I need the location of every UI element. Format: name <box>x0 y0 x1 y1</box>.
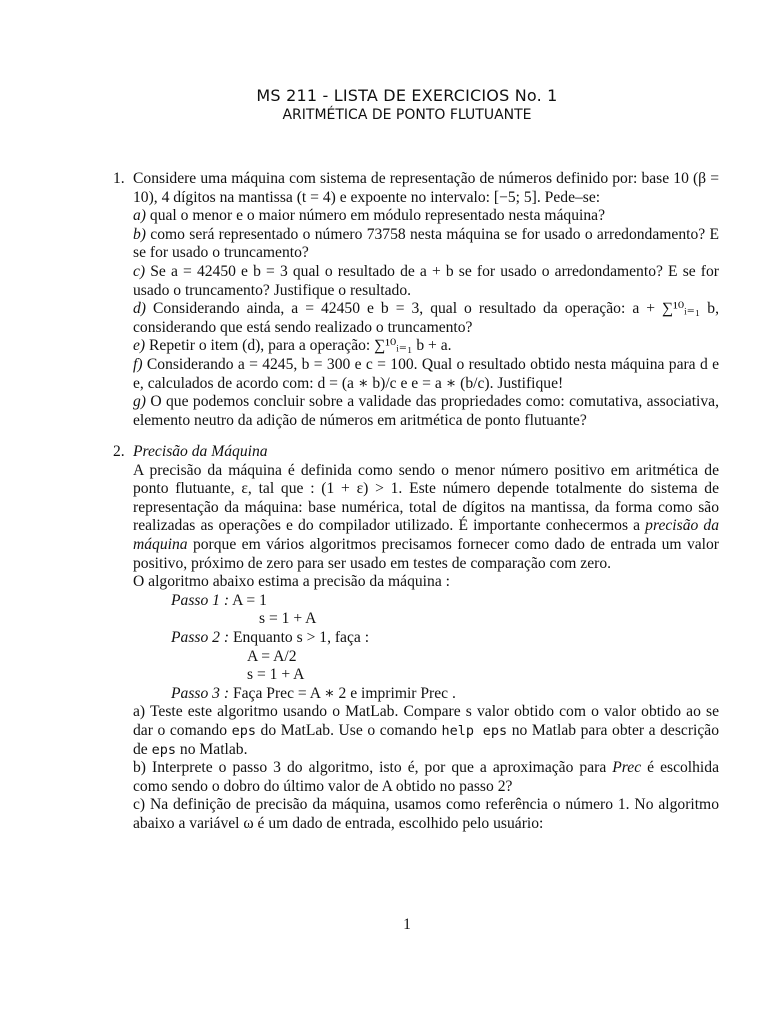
item-b <box>133 759 719 796</box>
item-text: b) Interprete o passo 3 do algoritmo, isto é, por que a aproximação para <box>133 759 613 777</box>
step-label: Passo 2 : <box>171 628 230 646</box>
algorithm-line: A = A/2 <box>247 647 297 665</box>
item-text: O que podemos concluir sobre a validade das propriedades como: comutativa, associativa, elemento neutro da adição de números em aritmética de ponto flutuante? <box>133 393 719 429</box>
item-text: no Matlab. <box>176 740 248 758</box>
step-text: Enquanto s > 1, faça : <box>229 628 370 646</box>
paragraph: O algoritmo abaixo estima a precisão da máquina : <box>133 573 450 591</box>
paragraph <box>133 462 719 574</box>
item-text: é escolhida como sendo o dobro do último valor de A obtido no passo 2? <box>133 759 719 795</box>
algorithm-line: s = 1 + A <box>259 610 317 628</box>
item-text: como será representado o número 73758 nesta máquina se for usado o arredondamento? E se for usado o truncamento? <box>133 225 719 262</box>
item-text: a) Teste este algoritmo usando o MatLab. Compare s valor obtido com o valor obtido ao se dar o comando <box>133 703 719 739</box>
algorithm-step-2 <box>171 629 719 648</box>
algorithm-step-3 <box>171 685 719 704</box>
item-c: c) Na definição de precisão da máquina, usamos como referência o número 1. No algoritmo abaixo a variável ω é um dado de entrada, escolhido pelo usuário: <box>133 796 719 832</box>
item-label: f) <box>133 355 143 373</box>
emphasis: precisão da máquina <box>133 517 720 553</box>
item-text: Se a = 42450 e b = 3 qual o resultado de a + b se for usado o arredondamento? E se for usado o truncamento? Justifique o resultado. <box>133 262 719 299</box>
exercise-number: 1. <box>113 170 125 187</box>
item-text: Considerando ainda, a = 42450 e b = 3, qual o resultado da operação: a + ∑¹⁰ᵢ₌₁ b, considerando que está sendo realizado o truncamento? <box>133 300 719 336</box>
item-f <box>133 356 719 393</box>
item-label: c) <box>133 262 146 280</box>
page-number: 1 <box>403 916 411 933</box>
paragraph-text: porque em vários algoritmos precisamos fornecer como dado de entrada um valor positivo, próximo de zero para ser usado em testes de comparação com zero. <box>133 535 719 572</box>
algorithm-line: s = 1 + A <box>247 666 305 684</box>
item-c <box>133 263 719 300</box>
step-label: Passo 3 : <box>171 684 230 702</box>
code-command: eps <box>231 722 256 739</box>
exercise-2-content <box>133 443 719 833</box>
exercise-2 <box>113 443 719 833</box>
item-d <box>133 300 719 337</box>
paragraph-text: A precisão da máquina é definida como sendo o menor número positivo em aritmética de ponto flutuante, ε, tal que : (1 + ε) > 1. Este número depende totalmente do sistema de representação da máquina: base numérica, total de dígitos na mantissa, da forma como são realizadas as operações e do compilador utilizado. É importante conhecermos a <box>133 461 719 535</box>
item-label: a) <box>133 207 146 225</box>
item-b <box>133 226 719 263</box>
exercise-1-intro: Considere uma máquina com sistema de representação de números definido por: base 10 (β = 10), 4 dígitos na mantissa (t = 4) e expoente no intervalo: [−5; 5]. Pede–se: <box>133 170 719 206</box>
item-label: g) <box>133 393 146 411</box>
algorithm-step-1 <box>171 592 719 611</box>
page-subtitle: ARITMÉTICA DE PONTO FLUTUANTE <box>282 107 532 123</box>
item-text: Considerando a = 4245, b = 300 e c = 100. Qual o resultado obtido nesta máquina para d e e, calculados de acordo com: d = (a ∗ b)/c e e = a ∗ (b/c). Justifique! <box>133 355 719 392</box>
exercise-1-content <box>133 170 719 430</box>
item-label: e) <box>133 337 146 355</box>
exercise-2-heading: Precisão da Máquina <box>133 443 268 460</box>
item-text: no Matlab para obter a descrição de <box>133 721 720 758</box>
emphasis: Prec <box>612 759 642 777</box>
code-command: eps <box>151 741 177 758</box>
step-label: Passo 1 : <box>171 591 230 609</box>
step-text: A = 1 <box>229 591 267 609</box>
algorithm <box>171 592 719 704</box>
code-command: help eps <box>441 722 508 739</box>
exercise-number: 2. <box>113 443 125 460</box>
item-a <box>133 207 719 226</box>
page-title: MS 211 - LISTA DE EXERCICIOS No. 1 <box>256 86 558 105</box>
item-text: do MatLab. Use o comando <box>255 721 442 739</box>
step-text: Faça Prec = A ∗ 2 e imprimir Prec . <box>229 684 456 702</box>
item-text: Repetir o item (d), para a operação: ∑¹⁰ᵢ₌₁ b + a. <box>145 337 452 355</box>
item-label: b) <box>133 225 146 243</box>
exercise-1 <box>113 170 719 430</box>
item-e <box>133 337 719 356</box>
item-label: d) <box>133 300 146 318</box>
item-a <box>133 703 719 759</box>
item-text: qual o menor e o maior número em módulo representado nesta máquina? <box>146 207 606 225</box>
item-g <box>133 393 719 430</box>
